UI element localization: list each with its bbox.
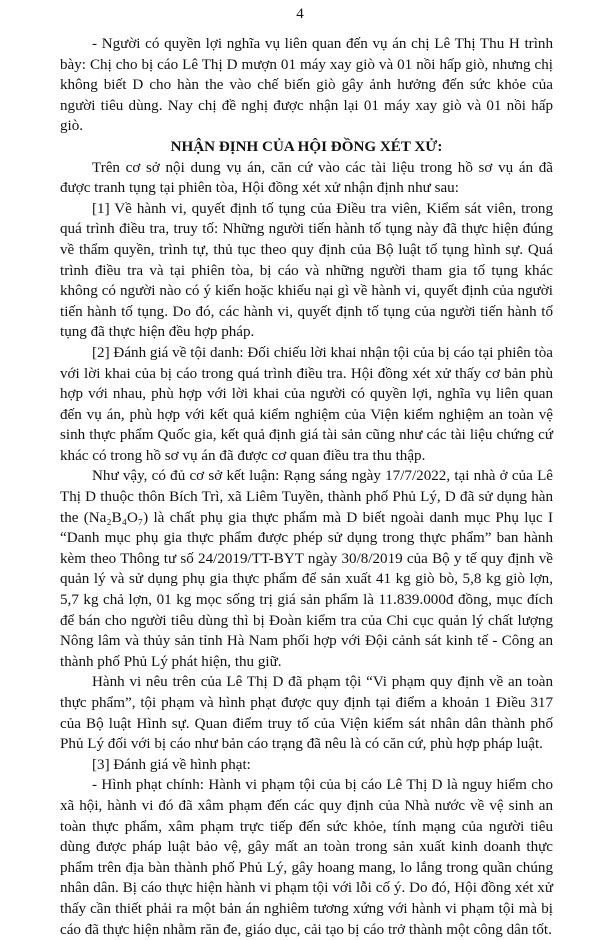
paragraph-offense: Hành vi nêu trên của Lê Thị D đã phạm tội “Vi phạm quy định về an toàn thực phẩm”, tội phạm và hình phạt được quy định tại điểm a khoản 1 Điều 317 của Bộ luật Hình sự. Quan điểm truy tố của Viện kiểm sát nhân dân thành phố Phủ Lý đối với bị cáo như bản cáo trạng đã nêu là có căn cứ, phù hợp pháp luật. — [60, 674, 553, 753]
document-body — [60, 34, 553, 940]
paragraph-main-penalty: - Hình phạt chính: Hành vi phạm tội của bị cáo Lê Thị D là nguy hiểm cho xã hội, hành vi đó đã xâm phạm đến các quy định của Nhà nước về vệ sinh an toàn thực phẩm, xâm phạm trực tiếp đến sức khỏe, tính mạng của người tiêu dùng được pháp luật bảo vệ, gây mất an toàn trong sản xuất kinh doanh thực phẩm trên địa bàn thành phố Phủ Lý, gây hoang mang, lo lắng trong quần chúng nhân dân. Bị cáo thực hiện hành vi phạm tội với lỗi cố ý. Do đó, Hội đồng xét xử thấy cần thiết phải ra một bản án nghiêm tương xứng với hành vi phạm tội mà bị cáo đã thực hiện nhằm răn đe, giáo dục, cải tạo bị cáo trở thành một công dân tốt. — [60, 777, 553, 938]
paragraph-penalty-heading: [3] Đánh giá về hình phạt: — [92, 756, 251, 773]
paragraph-intro: Trên cơ sở nội dung vụ án, căn cứ vào các tài liệu trong hồ sơ vụ án đã được tranh tụng tại phiên tòa, Hội đồng xét xử nhận định như sau: — [60, 159, 553, 197]
paragraph-charge-assessment: [2] Đánh giá về tội danh: Đối chiếu lời khai nhận tội của bị cáo tại phiên tòa với lời khai của bị cáo trong quá trình điều tra. Hội đồng xét xử thấy cơ bản phù hợp với nhau, phù hợp với lời khai của người có quyền lợi, nghĩa vụ liên quan đến vụ án, phù hợp với kết quả kiểm nghiệm của Viện kiểm nghiệm an toàn vệ sinh thực phẩm Quốc gia, kết quả định giá tài sản cũng như các tài liệu chứng cứ khác có trong hồ sơ vụ án đã được cơ quan điều tra thu thập. — [60, 344, 553, 464]
section-heading: NHẬN ĐỊNH CỦA HỘI ĐỒNG XÉT XỬ: — [170, 138, 443, 155]
page-number: 4 — [296, 6, 304, 22]
paragraph-related-party-statement: - Người có quyền lợi nghĩa vụ liên quan đến vụ án chị Lê Thị Thu H trình bày: Chị cho bị cáo Lê Thị D mượn 01 máy xay giò và 01 nồi hấp giò, nhưng chị không biết D cho hàn the vào chế biến giò gây ảnh hưởng đến sức khỏe của người tiêu dùng. Nay chị đề nghị được nhận lại 01 máy xay giò và 01 nồi hấp giò. — [60, 36, 553, 135]
paragraph-procedure: [1] Về hành vi, quyết định tố tụng của Điều tra viên, Kiểm sát viên, trong quá trình điều tra, truy tố: Những người tiến hành tố tụng này đã thực hiện đúng về thẩm quyền, trình tự, thủ tục theo quy định của Bộ luật tố tụng hình sự. Quá trình điều tra và tại phiên tòa, bị cáo và những người tham gia tố tụng khác không có người nào có ý kiến hoặc khiếu nại gì về hành vi, quyết định của người tiến hành tố tụng. Do đó, các hành vi, quyết định tố tụng của người tiến hành tố tụng đã thực hiện đều hợp pháp. — [60, 200, 553, 341]
paragraph-conclusion: Như vậy, có đủ cơ sở kết luận: Rạng sáng ngày 17/7/2022, tại nhà ở của Lê Thị D thuộc thôn Bích Trì, xã Liêm Tuyền, thành phố Phủ Lý, D đã sử dụng hàn the (Na₂B₄O₇) là chất phụ gia thực phẩm mà D biết ngoài danh mục Phụ lục I “Danh mục phụ gia thực phẩm được phép sử dụng trong thực phẩm” ban hành kèm theo Thông tư số 24/2019/TT-BYT ngày 30/8/2019 của Bộ y tế quy định về quản lý và sử dụng phụ gia thực phẩm để sản xuất 41 kg giò bò, 5,8 kg giò lợn, 5,7 kg chả lợn, 01 kg mọc sống trị giá sản phẩm là 11.839.000đ đồng, mục đích để bán cho người tiêu dùng thì bị Đoàn kiểm tra của Chi cục quản lý chất lượng Nông lâm và thủy sản tỉnh Hà Nam phối hợp với Đội cảnh sát kinh tế - Công an thành phố Phủ Lý phát hiện, thu giữ. — [60, 468, 553, 670]
